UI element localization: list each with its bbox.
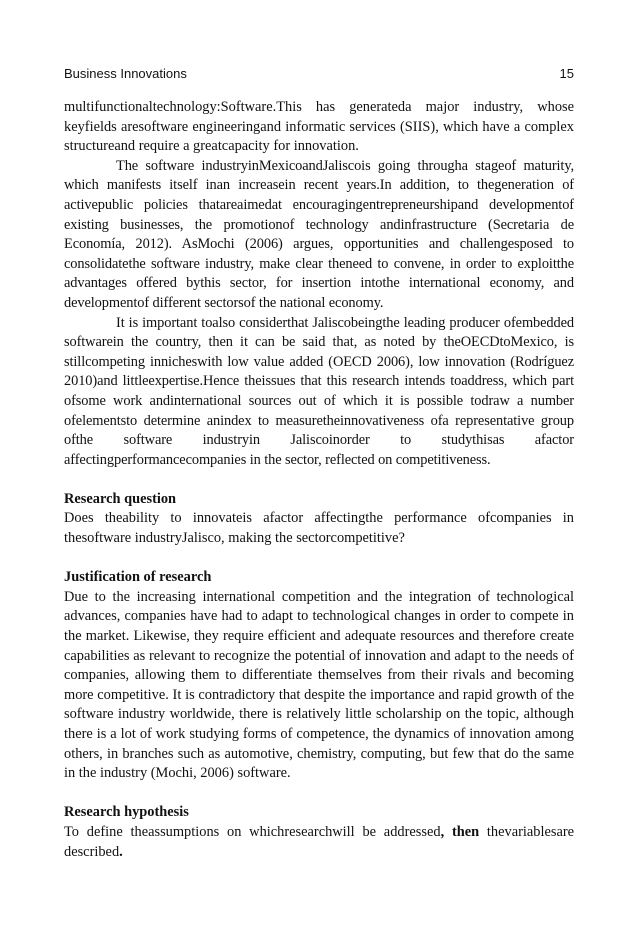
paragraph-continuation: multifunctionaltechnology:Software.This has generateda major industry, whose keyfields aresoftware engineeringand informatic services (SIIS), which have a complex structureand require a greatcapacity for innovation. bbox=[64, 99, 574, 155]
research-question-text: Does theability to innovateis afactor affectingthe performance ofcompanies in thesoftware industryJalisco, making the sectorcompetitive? bbox=[64, 510, 574, 547]
hypothesis-heading: Research hypothesis bbox=[64, 804, 189, 821]
hypothesis-text bbox=[64, 823, 574, 862]
running-header bbox=[64, 66, 574, 82]
header-title: Business Innovations bbox=[64, 66, 187, 81]
hypothesis-text-start: To define theassumptions on whichresearchwill be addressed bbox=[64, 823, 441, 840]
research-question-heading: Research question bbox=[64, 490, 177, 507]
page-number: 15 bbox=[559, 66, 574, 81]
spacer bbox=[64, 549, 574, 569]
hypothesis-text-bold-period: . bbox=[119, 843, 123, 860]
spacer bbox=[64, 470, 574, 490]
spacer bbox=[64, 784, 574, 804]
paragraph-jalisco: It is important toalso considerthat Jaliscobeingthe leading producer ofembedded softwarein the country, then it can be said that, as noted by theOECDtoMexico, is stillcompeting innicheswith low value added (OECD 2006), low innovation (Rodríguez 2010)and littleexpertise.Hence theissues that this research intends toaddress, which part ofsome work andinternational sources out of which it is possible todraw a number ofelementsto determine anindex to measuretheinnovativeness ofa representative group ofthe software industryin Jaliscoinorder to studythisas afactor affectingperformancecompanies in the sector, reflected on competitiveness. bbox=[64, 314, 574, 468]
hypothesis-text-mid: thevariablesare described bbox=[64, 823, 575, 860]
justification-text: Due to the increasing international competition and the integration of technological advances, companies have had to adapt to technological changes in order to compete in the market. Likewise, they require efficient and adequate resources and therefore create capabilities as relevant to recognize the potential of innovation and adapt to the needs of companies, allowing them to differentiate themselves from their rivals and becoming more competitive. It is contradictory that despite the importance and rapid growth of the software industry worldwide, there is relatively little scholarship on the topic, although there is a lot of work studying forms of competence, the dynamics of innovation among others, in branches such as automotive, chemistry, computing, but few that do the same in the industry (Mochi, 2006) software. bbox=[64, 588, 574, 782]
document-body bbox=[64, 98, 574, 862]
justification-heading: Justification of research bbox=[64, 569, 212, 586]
hypothesis-text-bold-then: , then bbox=[440, 823, 480, 840]
paragraph-software-industry: The software industryinMexicoandJaliscois going througha stageof maturity, which manifests itself inan increasein recent years.In addition, to thegeneration of activepublic policies thatareaimedat encouragingentrepreneurshipand developmentof existing businesses, the promotionof technology andinfrastructure (Secretaria de Economía, 2012). AsMochi (2006) argues, opportunities and challengesposed to consolidatethe software industry, make clear theneed to convene, in order to exploitthe advantages offered bythis sector, for insertion intothe international economy, and developmentof different sectorsof the national economy. bbox=[64, 157, 574, 311]
